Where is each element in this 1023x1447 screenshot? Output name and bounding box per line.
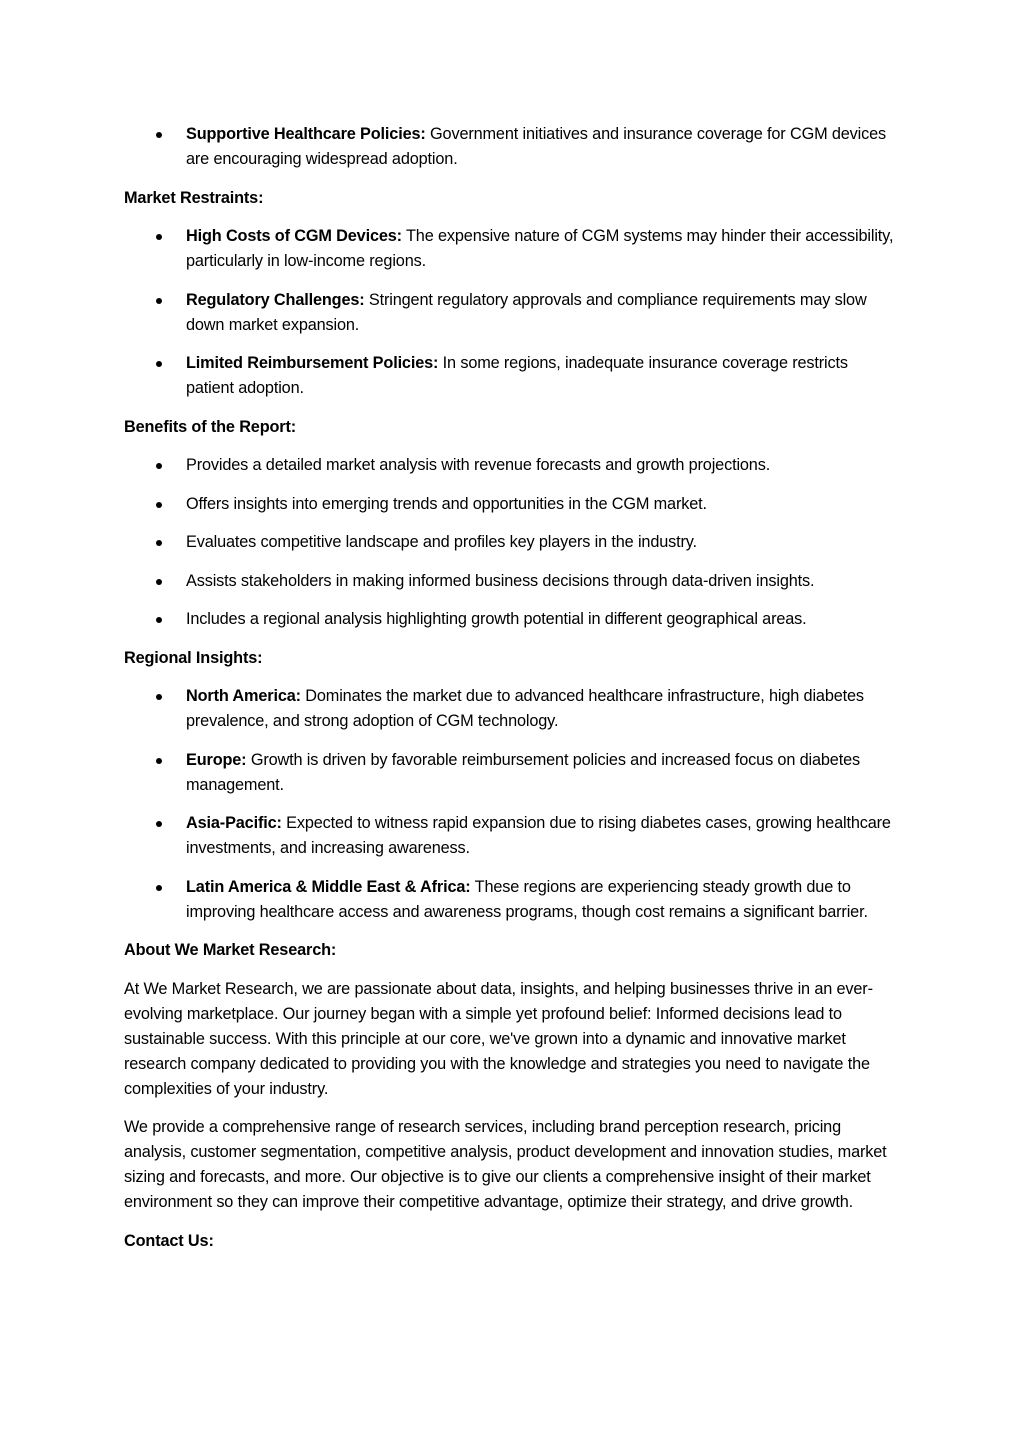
section-heading-about: About We Market Research:: [124, 941, 337, 959]
list-item-text: The expensive nature of CGM systems may hinder their accessibility, particularly in low-income regions.: [186, 227, 894, 270]
bullet-icon: [156, 234, 162, 240]
list-item-text: Includes a regional analysis highlighting growth potential in different geographical areas.: [186, 610, 807, 628]
document-page: [124, 122, 899, 1267]
list-item: [124, 453, 899, 478]
list-item-text: Growth is driven by favorable reimbursement policies and increased focus on diabetes management.: [186, 750, 860, 794]
section-heading-contact: Contact Us:: [124, 1231, 214, 1250]
restraints-list: [124, 224, 899, 401]
list-item: [124, 122, 899, 172]
list-item-text: Provides a detailed market analysis with revenue forecasts and growth projections.: [186, 456, 771, 474]
list-item-text: In some regions, inadequate insurance coverage restricts patient adoption.: [186, 354, 848, 397]
bullet-icon: [156, 758, 162, 764]
list-item: [124, 875, 899, 925]
list-item-text: Assists stakeholders in making informed business decisions through data-driven insights.: [186, 571, 815, 590]
list-item-text: Evaluates competitive landscape and profiles key players in the industry.: [186, 533, 697, 551]
list-item: [124, 569, 899, 594]
list-item-term: Asia-Pacific:: [186, 814, 282, 832]
section-heading-market-restraints: Market Restraints:: [124, 188, 264, 207]
list-item-text: Offers insights into emerging trends and opportunities in the CGM market.: [186, 494, 707, 513]
bullet-icon: [156, 579, 162, 585]
bullet-icon: [156, 361, 162, 367]
list-item-term: High Costs of CGM Devices:: [186, 227, 402, 245]
list-item: [124, 351, 899, 401]
list-item-term: Europe:: [186, 750, 247, 769]
about-paragraph: We provide a comprehensive range of research services, including brand perception research, pricing analysis, customer segmentation, competitive analysis, product development and innovation studies, market sizing and forecasts, and more. Our objective is to give our clients a comprehensive insight of their market environment so they can improve their competitive advantage, optimize their strategy, and drive growth.: [124, 1118, 887, 1211]
bullet-icon: [156, 463, 162, 469]
list-item: [124, 684, 899, 734]
list-item-text: Expected to witness rapid expansion due to rising diabetes cases, growing healthcare investments, and increasing awareness.: [186, 814, 891, 857]
intro-bullet-list: [124, 122, 899, 172]
bullet-icon: [156, 694, 162, 700]
list-item-text: These regions are experiencing steady growth due to improving healthcare access and awareness programs, though cost remains a significant barrier.: [186, 877, 868, 921]
list-item: [124, 288, 899, 338]
section-heading-benefits: Benefits of the Report:: [124, 417, 297, 436]
bullet-icon: [156, 885, 162, 891]
benefits-list: [124, 453, 899, 632]
section-heading-regional-insights: Regional Insights:: [124, 648, 263, 667]
list-item-term: Regulatory Challenges:: [186, 290, 365, 309]
list-item-term: Latin America & Middle East & Africa:: [186, 877, 471, 896]
list-item-term: North America:: [186, 687, 301, 705]
regional-list: [124, 684, 899, 925]
about-paragraph: At We Market Research, we are passionate about data, insights, and helping businesses thrive in an ever-evolving marketplace. Our journey began with a simple yet profound belief: Informed decisions lead to sustainable success. With this principle at our core, we've grown into a dynamic and innovative market research company dedicated to providing you with the knowledge and strategies you need to navigate the complexities of your industry.: [124, 979, 873, 1098]
list-item: [124, 811, 899, 861]
bullet-icon: [156, 298, 162, 304]
bullet-icon: [156, 502, 162, 508]
bullet-icon: [156, 821, 162, 827]
bullet-icon: [156, 540, 162, 546]
list-item: [124, 530, 899, 555]
list-item: [124, 748, 899, 798]
list-item-text: Government initiatives and insurance coverage for CGM devices are encouraging widespread adoption.: [186, 125, 887, 168]
list-item-text: Dominates the market due to advanced healthcare infrastructure, high diabetes prevalence, and strong adoption of CGM technology.: [186, 687, 864, 730]
list-item: [124, 492, 899, 517]
list-item-term: Limited Reimbursement Policies:: [186, 354, 439, 372]
bullet-icon: [156, 132, 162, 138]
list-item-text: Stringent regulatory approvals and compliance requirements may slow down market expansion.: [186, 290, 867, 334]
bullet-icon: [156, 617, 162, 623]
list-item: [124, 607, 899, 632]
list-item-term: Supportive Healthcare Policies:: [186, 125, 426, 143]
list-item: [124, 224, 899, 274]
